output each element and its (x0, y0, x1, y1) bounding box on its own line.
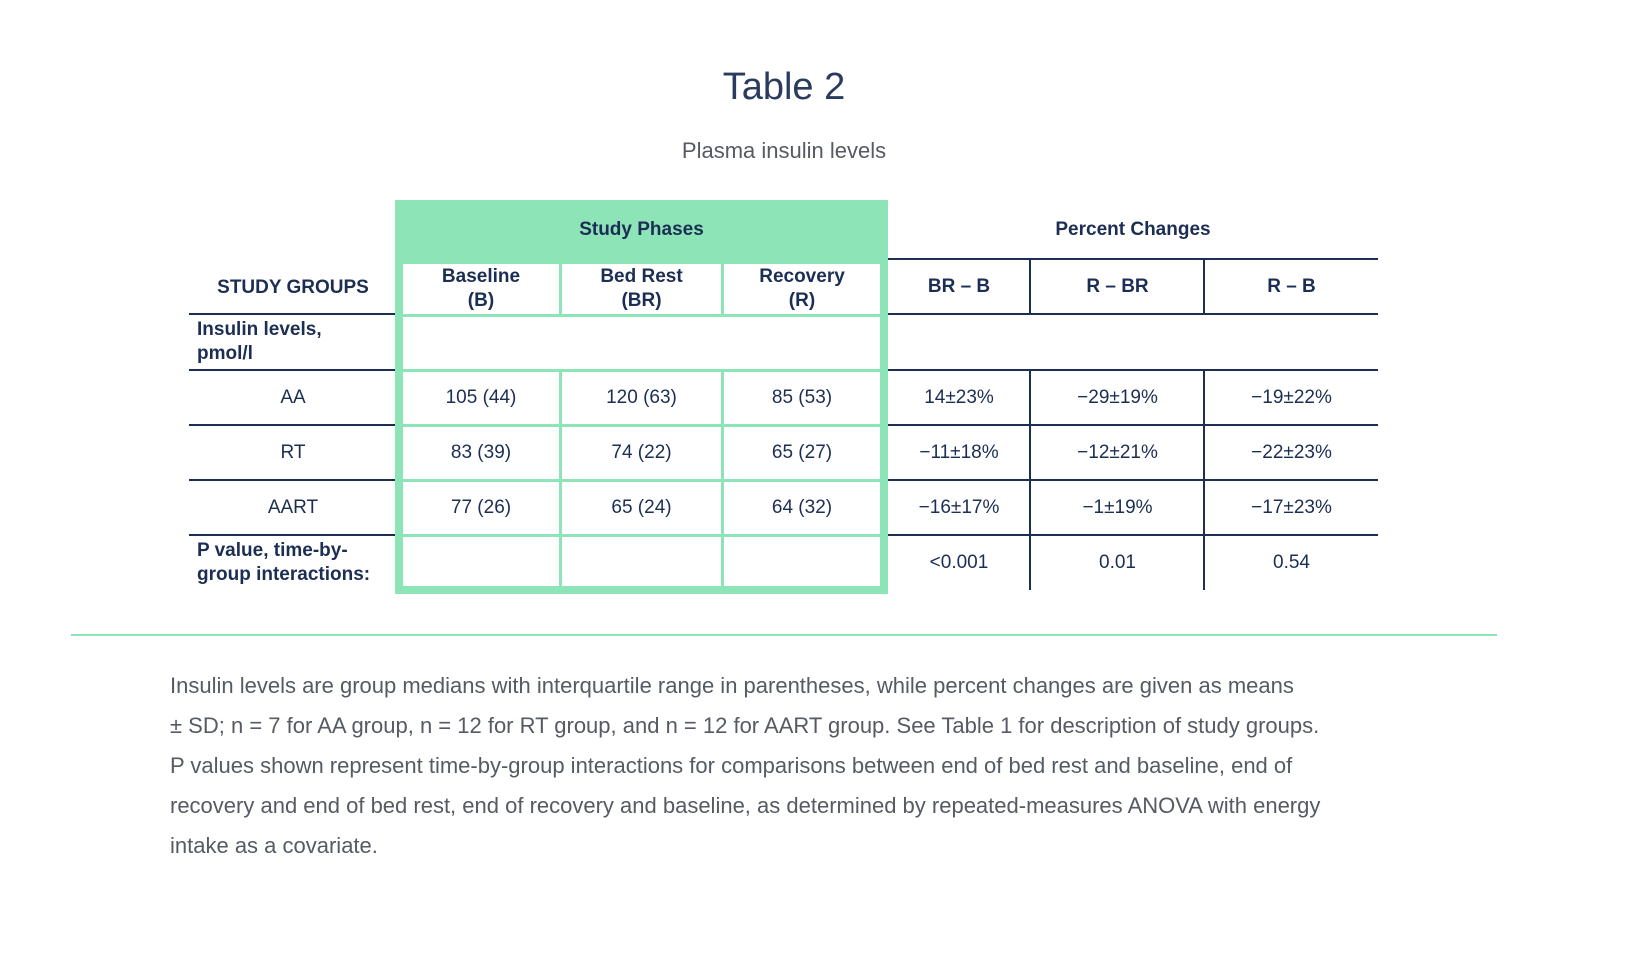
rule-left-3 (189, 424, 395, 426)
pvalue-r-br-cell: 0.01 (1099, 552, 1136, 573)
aart-baseline-cell: 77 (26) (403, 482, 559, 534)
baseline-header (403, 264, 559, 314)
rule-right-4 (888, 479, 1378, 481)
pvalue-r-b-cell: 0.54 (1273, 552, 1310, 573)
recovery-header-line2: (R) (788, 290, 816, 311)
rule-right-0 (888, 258, 1378, 260)
aart-bed-rest-cell: 65 (24) (562, 482, 721, 534)
pvalue-br-b-cell: <0.001 (929, 552, 989, 573)
group-aa-label: AA (280, 387, 306, 408)
bed-rest-header-line1: Bed Rest (600, 266, 683, 287)
rule-left-2 (189, 369, 395, 371)
footnote-line-4: recovery and end of bed rest, end of recovery and baseline, as determined by repeated-measures ANOVA with energy (170, 793, 1321, 818)
table-footnote (170, 666, 1410, 866)
rt-recovery-cell: 65 (27) (724, 427, 880, 479)
aart-r-b-cell: −17±23% (1251, 497, 1332, 518)
footnote-line-1: Insulin levels are group medians with interquartile range in parentheses, while percent changes are given as means (170, 673, 1294, 698)
aart-recovery-cell: 64 (32) (724, 482, 880, 534)
recovery-header (724, 264, 880, 314)
rt-r-br-cell: −12±21% (1077, 442, 1158, 463)
aa-bed-rest-cell: 120 (63) (562, 372, 721, 424)
r-br-header: R – BR (1086, 276, 1149, 297)
aa-br-b-cell: 14±23% (924, 387, 994, 408)
vrule-1-header (1029, 258, 1031, 315)
rt-bed-rest-cell: 74 (22) (562, 427, 721, 479)
br-b-header: BR – B (927, 276, 991, 297)
group-aart-label: AART (267, 497, 319, 518)
group-rt-label: RT (280, 442, 306, 463)
rule-right-2 (888, 369, 1378, 371)
pvalue-bed-rest-blank (562, 537, 721, 586)
rule-left-4 (189, 479, 395, 481)
rule-right-1 (888, 313, 1378, 315)
table-title: Table 2 (722, 66, 846, 108)
bed-rest-header (562, 264, 721, 314)
vrule-1-body (1029, 369, 1031, 590)
vrule-2-header (1203, 258, 1205, 315)
study-phases-header: Study Phases (579, 219, 704, 240)
aa-recovery-cell: 85 (53) (724, 372, 880, 424)
pvalue-label-line1: P value, time-by- (197, 540, 348, 561)
baseline-header-line1: Baseline (441, 266, 521, 287)
recovery-header-line1: Recovery (759, 266, 845, 287)
bed-rest-header-line2: (BR) (621, 290, 662, 311)
study-groups-header: STUDY GROUPS (217, 277, 369, 298)
table-subtitle: Plasma insulin levels (681, 138, 887, 163)
vrule-2-body (1203, 369, 1205, 590)
rule-left-5 (189, 534, 395, 536)
aart-br-b-cell: −16±17% (918, 497, 1000, 518)
rt-br-b-cell: −11±18% (919, 442, 999, 463)
rule-right-5 (888, 534, 1378, 536)
pvalue-section-label (197, 539, 370, 587)
footnote-line-5: intake as a covariate. (170, 833, 378, 858)
aa-r-b-cell: −19±22% (1251, 387, 1332, 408)
aa-r-br-cell: −29±19% (1077, 387, 1158, 408)
rule-left-1 (189, 313, 395, 315)
percent-changes-header: Percent Changes (1055, 219, 1211, 240)
insulin-label-line1: Insulin levels, (197, 319, 322, 340)
pvalue-label-line2: group interactions: (197, 564, 371, 585)
aa-baseline-cell: 105 (44) (403, 372, 559, 424)
r-b-header: R – B (1267, 276, 1316, 297)
baseline-header-line2: (B) (467, 290, 495, 311)
aart-r-br-cell: −1±19% (1082, 497, 1153, 518)
footnote-line-2: ± SD; n = 7 for AA group, n = 12 for RT group, and n = 12 for AART group. See Table 1 for description of study groups. (170, 713, 1320, 738)
pvalue-recovery-blank (724, 537, 880, 586)
footnote-line-3: P values shown represent time-by-group interactions for comparisons between end of bed rest and baseline, end of (170, 753, 1293, 778)
insulin-label-line2: pmol/l (197, 343, 253, 364)
insulin-section-label (197, 318, 322, 366)
pvalue-baseline-blank (403, 537, 559, 586)
section-divider (71, 634, 1497, 636)
rt-r-b-cell: −22±23% (1251, 442, 1332, 463)
insulin-section-blank (403, 317, 880, 369)
rt-baseline-cell: 83 (39) (403, 427, 559, 479)
rule-right-3 (888, 424, 1378, 426)
